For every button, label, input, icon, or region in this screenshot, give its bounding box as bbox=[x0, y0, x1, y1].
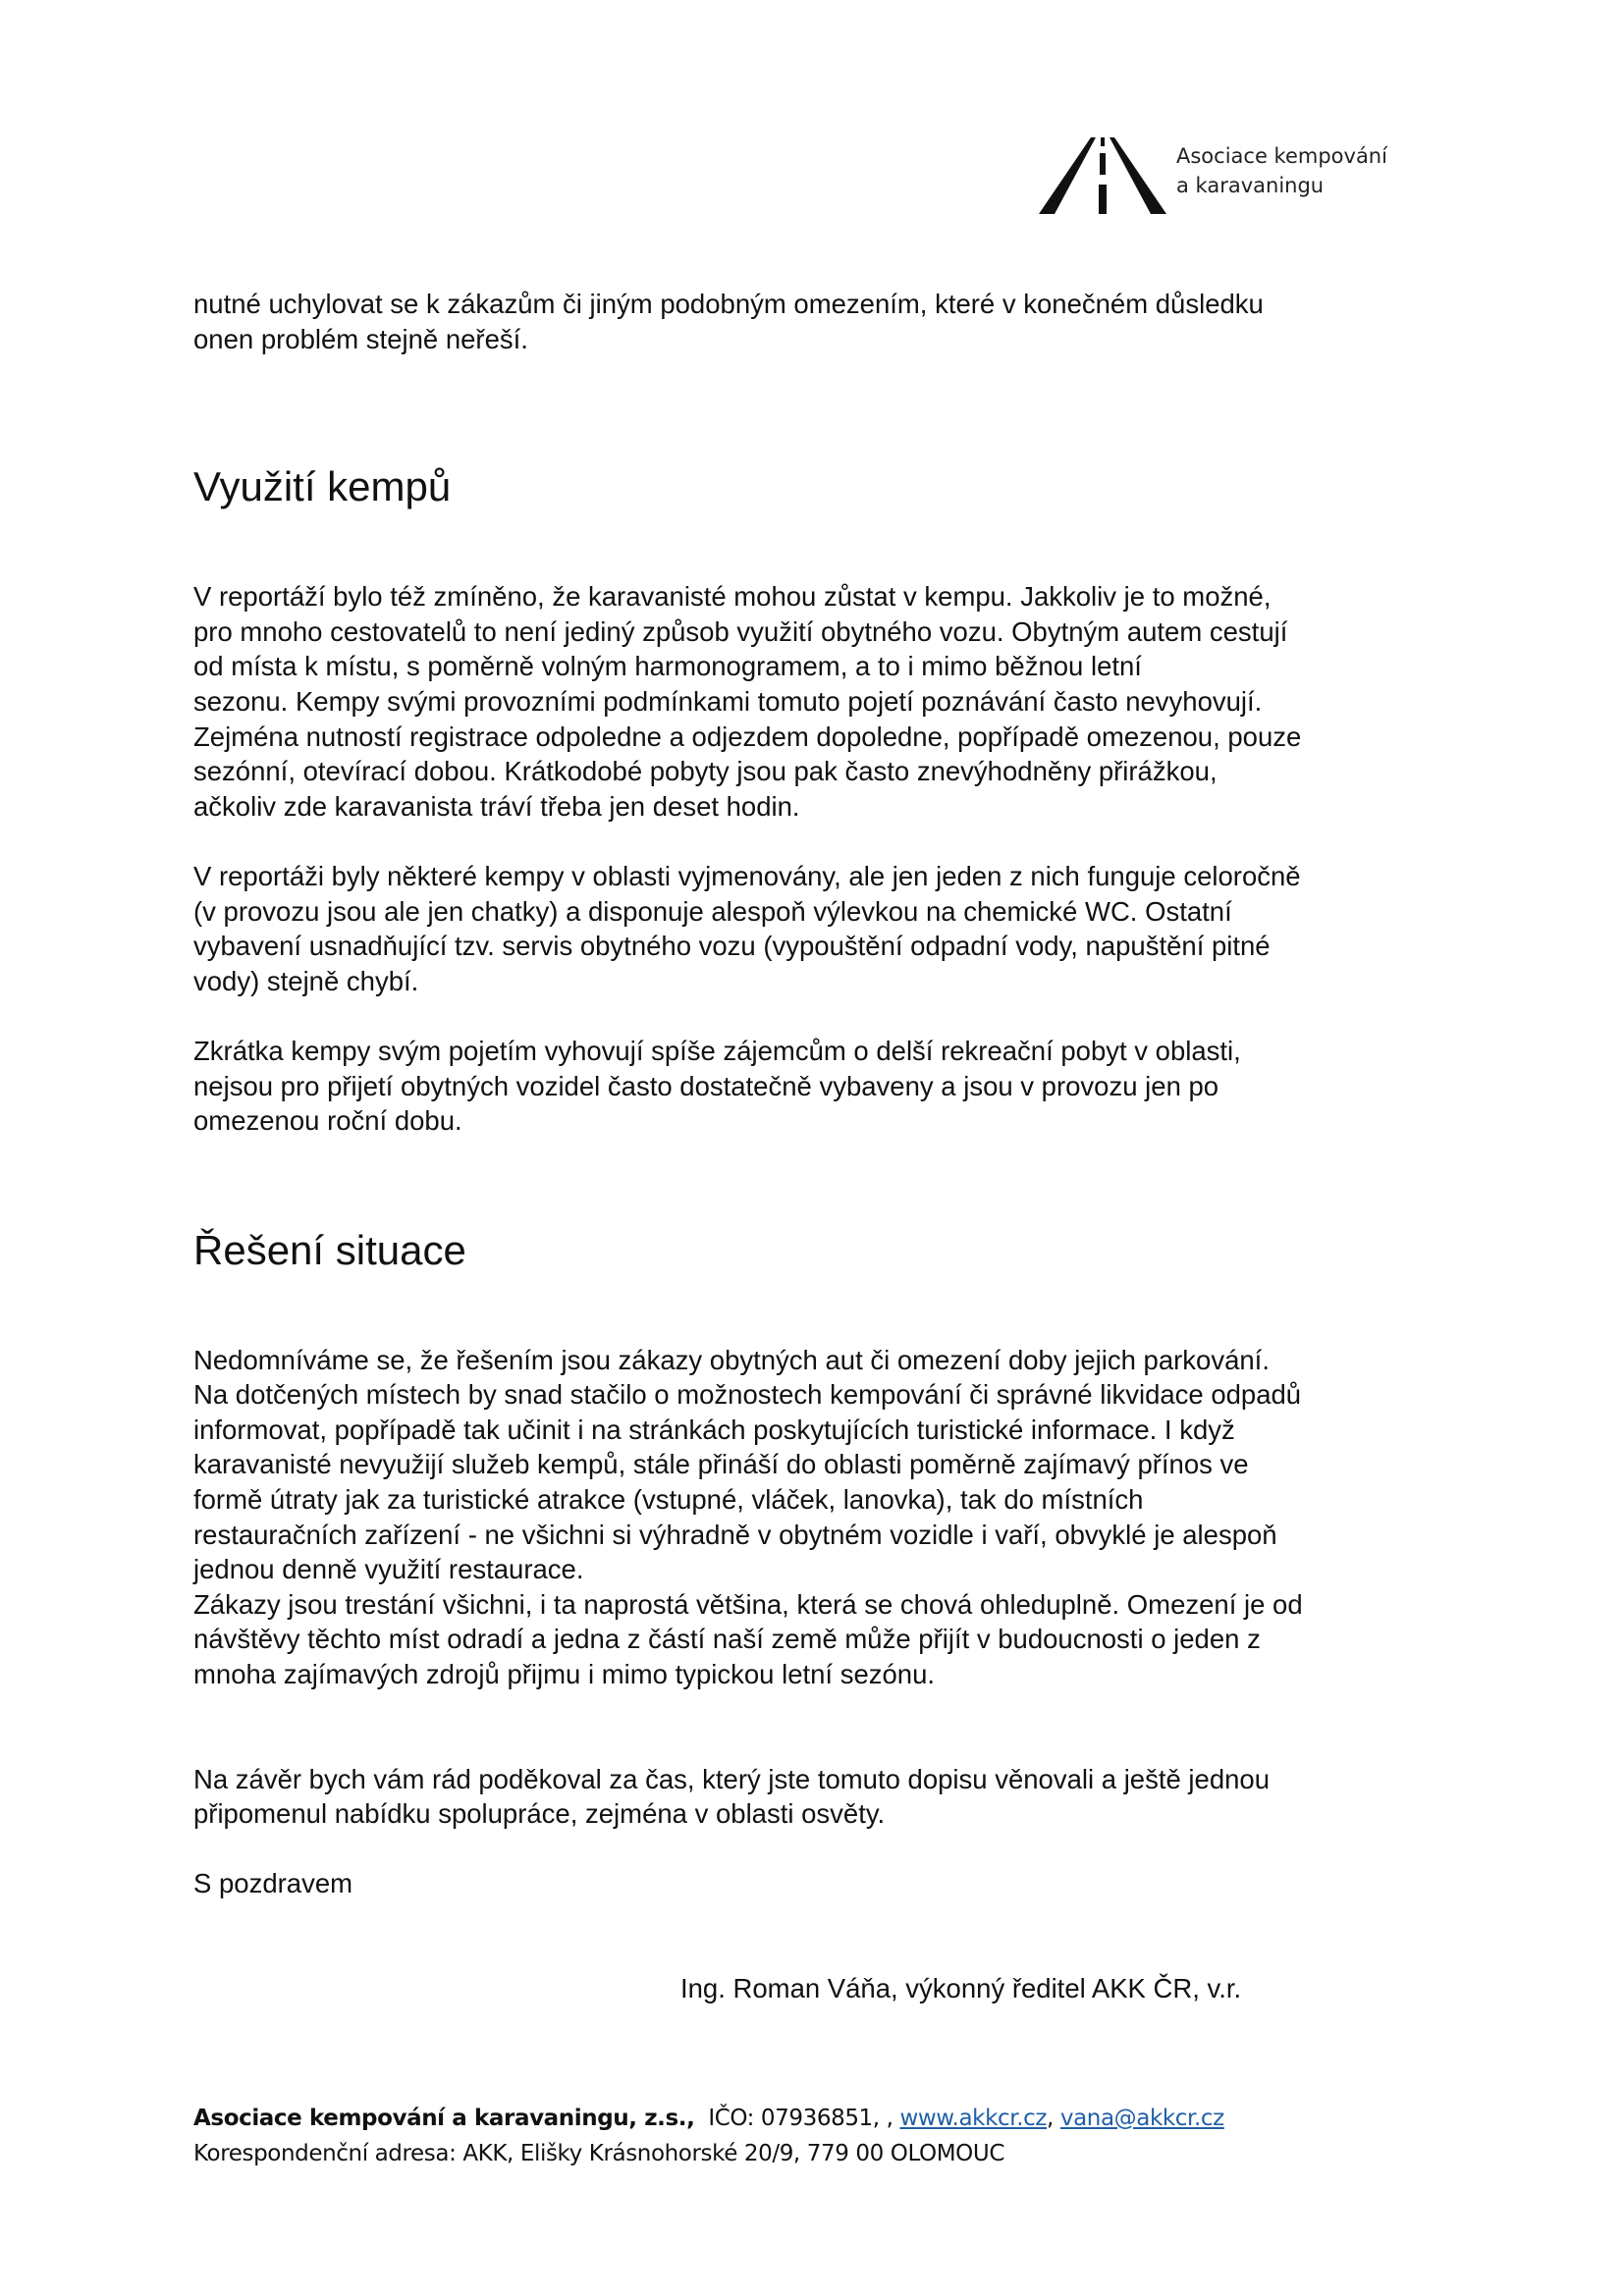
section-heading-campsite-use: Využití kempů bbox=[193, 463, 452, 510]
closing-paragraph: Na závěr bych vám rád poděkoval za čas, který jste tomuto dopisu věnovali a ještě jednou připomenul nabídku spolupráce, zejména v oblasti osvěty. bbox=[193, 1763, 1270, 1830]
greeting: S pozdravem bbox=[193, 1868, 353, 1899]
road-logo-icon bbox=[1039, 133, 1166, 218]
paragraph: V reportáží bylo též zmíněno, že karavanisté mohou zůstat v kempu. Jakkoliv je to možné, pro mnoho cestovatelů to není jediný způsob využití obytného vozu. Obytným autem cestují od místa k místu, s poměrně volným harmonogramem, a to i mimo běžnou letní sezonu. Kempy svými provozními podmínkami tomuto pojetí poznávání často nevyhovují. Zejména nutností registrace odpoledne a odjezdem dopoledne, popřípadě omezenou, pouze sezónní, otevírací dobou. Krátkodobé pobyty jsou pak často znevýhodněny přirážkou, ačkoliv zde karavanista tráví třeba jen deset hodin. bbox=[193, 581, 1302, 822]
footer-ico: IČO: 07936851, , bbox=[708, 2106, 893, 2131]
logo-line-1: Asociace kempování bbox=[1176, 144, 1387, 168]
footer bbox=[193, 2101, 1224, 2171]
letter-body bbox=[193, 287, 1470, 2006]
signature: Ing. Roman Váňa, výkonný ředitel AKK ČR, v.r. bbox=[680, 1973, 1242, 2003]
email-link[interactable]: vana@akkcr.cz bbox=[1059, 2106, 1224, 2131]
footer-org-name: Asociace kempování a karavaningu, z.s., bbox=[193, 2106, 695, 2131]
paragraph: Zkrátka kempy svým pojetím vyhovují spíše zájemcům o delší rekreační pobyt v oblasti, nejsou pro přijetí obytných vozidel často dostatečně vybaveny a jsou v provozu jen po omezenou roční dobu. bbox=[193, 1035, 1241, 1137]
footer-address: Korespondenční adresa: AKK, Elišky Krásnohorské 20/9, 779 00 OLOMOUC bbox=[193, 2141, 1004, 2166]
paragraph: V reportáži byly některé kempy v oblasti vyjmenovány, ale jen jeden z nich funguje celoročně (v provozu jsou ale jen chatky) a disponuje alespoň výlevkou na chemické WC. Ostatní vybavení usnadňující tzv. servis obytného vozu (vypouštění odpadní vody, napuštění pitné vody) stejně chybí. bbox=[193, 860, 1301, 996]
website-link[interactable]: www.akkcr.cz bbox=[899, 2106, 1048, 2131]
organization-logo bbox=[1039, 133, 1432, 218]
footer-separator: , bbox=[1047, 2106, 1054, 2131]
footer-line-1 bbox=[193, 2101, 1224, 2136]
intro-paragraph: nutné uchylovat se k zákazům či jiným podobným omezením, které v konečném důsledku onen problém stejně neřeší. bbox=[193, 289, 1264, 354]
section-heading-solution: Řešení situace bbox=[193, 1226, 466, 1273]
logo-line-2: a karavaningu bbox=[1176, 174, 1325, 197]
logo-text bbox=[1176, 141, 1387, 200]
paragraph: Nedomníváme se, že řešením jsou zákazy obytných aut či omezení doby jejich parkování. Na dotčených místech by snad stačilo o možnostech kempování či správné likvidace odpadů informovat, popřípadě tak učinit i na stránkách poskytujících turistické informace. I když karavanisté nevyužijí služeb kempů, stále přináší do oblasti poměrně zajímavý přínos ve formě útraty jak za turistické atrakce (vstupné, vláček, lanovka), tak do místních restauračních zařízení - ne všichni si výhradně v obytném vozidle i vaří, obvyklé je alespoň jednou denně využití restaurace. Zákazy jsou trestání všichni, i ta naprostá většina, která se chová ohleduplně. Omezení je od návštěvy těchto míst odradí a jedna z částí naší země může přijít v budoucnosti o jeden z mnoha zajímavých zdrojů přijmu i mimo typickou letní sezónu. bbox=[193, 1344, 1303, 1690]
